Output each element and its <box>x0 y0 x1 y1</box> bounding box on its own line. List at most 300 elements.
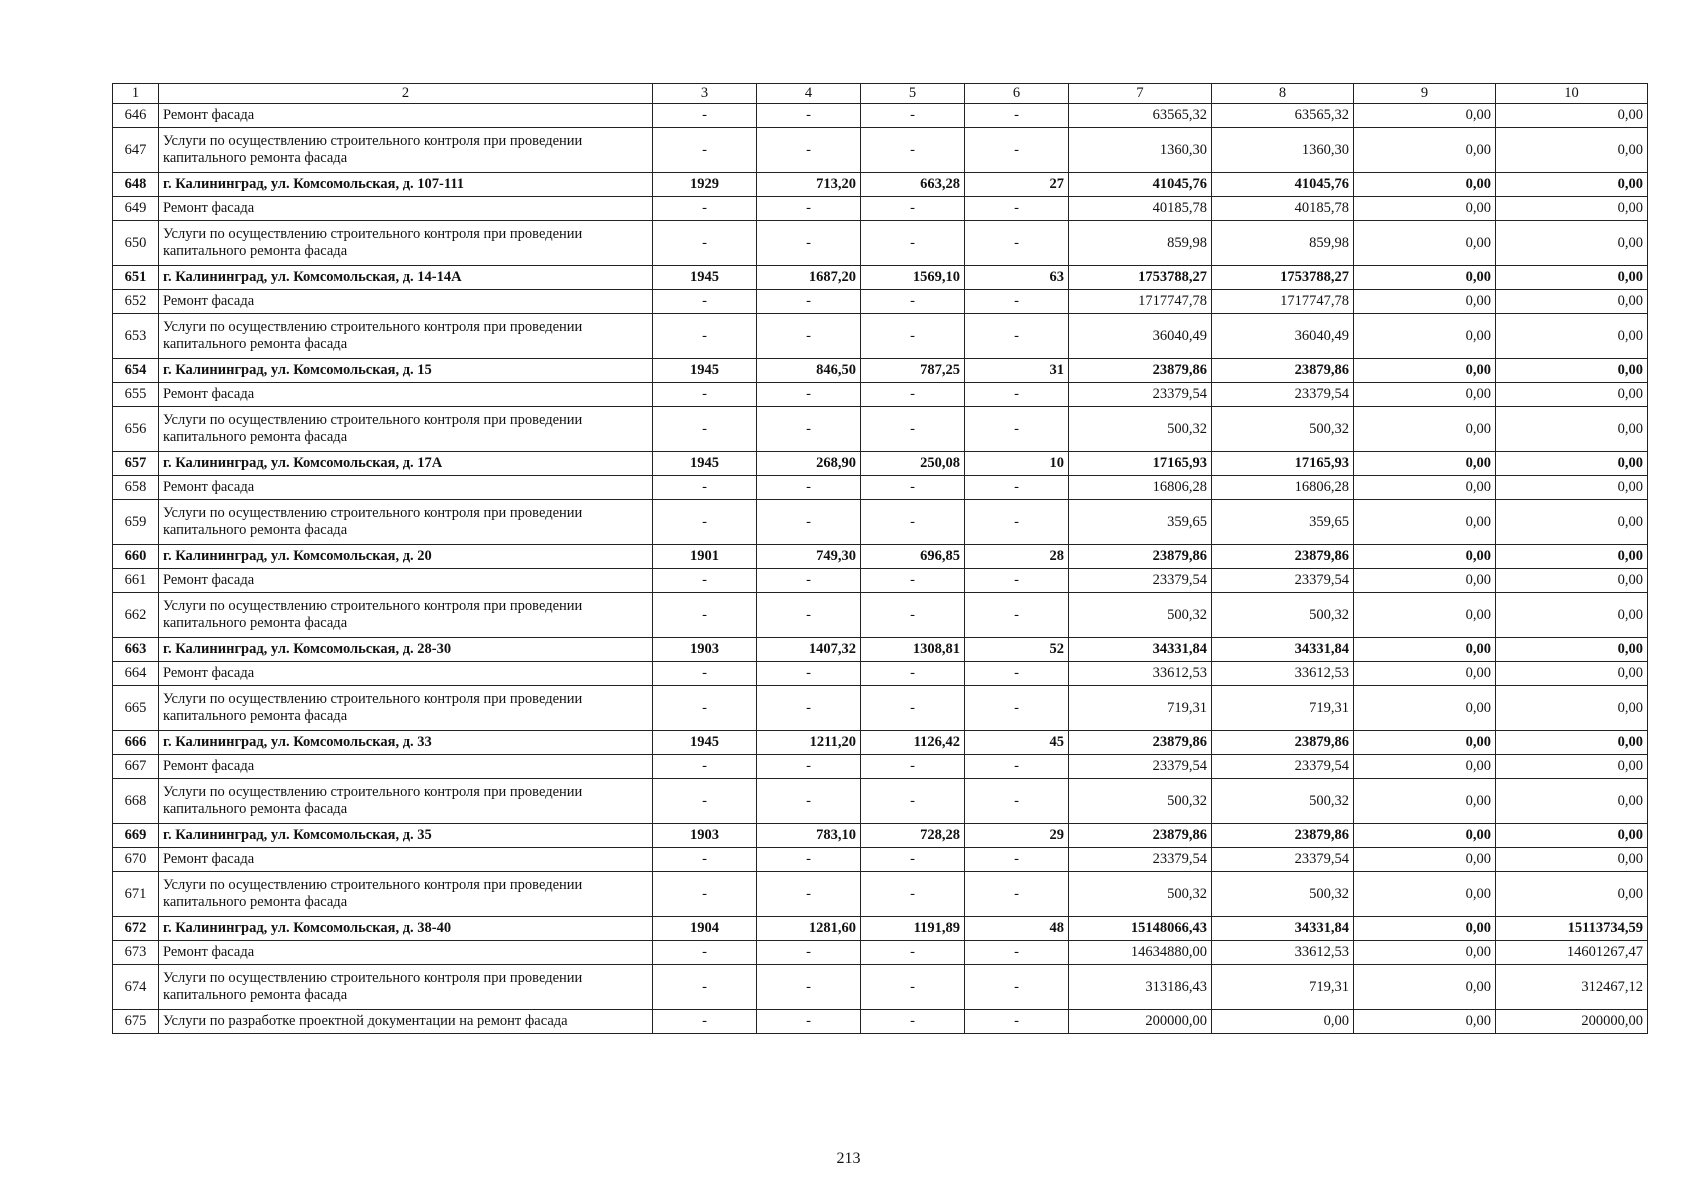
total-cost-cell: 23379,54 <box>1069 383 1212 407</box>
address-row <box>113 359 1648 383</box>
cost-col-10-cell: 0,00 <box>1496 824 1648 848</box>
total-area-cell: - <box>757 407 861 452</box>
living-area-cell: 1569,10 <box>861 266 965 290</box>
residents-count-cell: - <box>965 500 1069 545</box>
cost-col-8-cell: 17165,93 <box>1212 452 1354 476</box>
cost-col-9-cell: 0,00 <box>1354 383 1496 407</box>
total-cost-cell: 200000,00 <box>1069 1010 1212 1034</box>
total-cost-cell: 23879,86 <box>1069 359 1212 383</box>
cost-col-8-cell: 36040,49 <box>1212 314 1354 359</box>
item-description-cell: Услуги по осуществлению строительного контроля при проведении капитального ремонта фасада <box>159 779 653 824</box>
column-number: 10 <box>1496 84 1648 104</box>
cost-col-9-cell: 0,00 <box>1354 1010 1496 1034</box>
living-area-cell: - <box>861 383 965 407</box>
residents-count-cell: 27 <box>965 173 1069 197</box>
cost-col-8-cell: 1717747,78 <box>1212 290 1354 314</box>
residents-count-cell: - <box>965 290 1069 314</box>
residents-count-cell: - <box>965 383 1069 407</box>
total-cost-cell: 36040,49 <box>1069 314 1212 359</box>
row-index-cell: 654 <box>113 359 159 383</box>
cost-col-10-cell: 0,00 <box>1496 872 1648 917</box>
item-description-cell: Услуги по осуществлению строительного контроля при проведении капитального ремонта фасада <box>159 128 653 173</box>
total-area-cell: 749,30 <box>757 545 861 569</box>
residents-count-cell: - <box>965 314 1069 359</box>
cost-col-10-cell: 0,00 <box>1496 314 1648 359</box>
row-index-cell: 656 <box>113 407 159 452</box>
year-built-cell: 1945 <box>653 359 757 383</box>
item-description-cell: Услуги по осуществлению строительного контроля при проведении капитального ремонта фасада <box>159 872 653 917</box>
cost-col-8-cell: 719,31 <box>1212 686 1354 731</box>
cost-col-9-cell: 0,00 <box>1354 941 1496 965</box>
column-number: 7 <box>1069 84 1212 104</box>
cost-col-10-cell: 0,00 <box>1496 290 1648 314</box>
cost-col-10-cell: 0,00 <box>1496 173 1648 197</box>
item-description-cell: Услуги по осуществлению строительного контроля при проведении капитального ремонта фасада <box>159 221 653 266</box>
row-index-cell: 659 <box>113 500 159 545</box>
cost-col-10-cell: 200000,00 <box>1496 1010 1648 1034</box>
year-built-cell: - <box>653 755 757 779</box>
row-index-cell: 649 <box>113 197 159 221</box>
year-built-cell: 1929 <box>653 173 757 197</box>
address-row <box>113 452 1648 476</box>
residents-count-cell: - <box>965 755 1069 779</box>
total-cost-cell: 23379,54 <box>1069 569 1212 593</box>
cost-col-10-cell: 0,00 <box>1496 755 1648 779</box>
total-area-cell: - <box>757 779 861 824</box>
item-description-cell: Ремонт фасада <box>159 755 653 779</box>
residents-count-cell: 52 <box>965 638 1069 662</box>
cost-col-9-cell: 0,00 <box>1354 290 1496 314</box>
cost-col-8-cell: 359,65 <box>1212 500 1354 545</box>
table-row <box>113 407 1648 452</box>
living-area-cell: - <box>861 104 965 128</box>
living-area-cell: - <box>861 500 965 545</box>
row-index-cell: 663 <box>113 638 159 662</box>
row-index-cell: 667 <box>113 755 159 779</box>
cost-col-9-cell: 0,00 <box>1354 779 1496 824</box>
year-built-cell: 1901 <box>653 545 757 569</box>
row-index-cell: 660 <box>113 545 159 569</box>
item-description-cell: Ремонт фасада <box>159 848 653 872</box>
cost-col-9-cell: 0,00 <box>1354 266 1496 290</box>
cost-col-9-cell: 0,00 <box>1354 965 1496 1010</box>
living-area-cell: - <box>861 848 965 872</box>
year-built-cell: - <box>653 941 757 965</box>
address-row <box>113 173 1648 197</box>
living-area-cell: 696,85 <box>861 545 965 569</box>
total-area-cell: - <box>757 941 861 965</box>
row-index-cell: 651 <box>113 266 159 290</box>
cost-col-9-cell: 0,00 <box>1354 872 1496 917</box>
table-row <box>113 569 1648 593</box>
item-description-cell: г. Калининград, ул. Комсомольская, д. 15 <box>159 359 653 383</box>
row-index-cell: 652 <box>113 290 159 314</box>
item-description-cell: Услуги по осуществлению строительного контроля при проведении капитального ремонта фасада <box>159 686 653 731</box>
item-description-cell: Услуги по осуществлению строительного контроля при проведении капитального ремонта фасада <box>159 500 653 545</box>
total-cost-cell: 23879,86 <box>1069 824 1212 848</box>
total-cost-cell: 1360,30 <box>1069 128 1212 173</box>
cost-col-10-cell: 0,00 <box>1496 662 1648 686</box>
cost-col-9-cell: 0,00 <box>1354 359 1496 383</box>
column-number: 8 <box>1212 84 1354 104</box>
residents-count-cell: 63 <box>965 266 1069 290</box>
cost-col-8-cell: 500,32 <box>1212 407 1354 452</box>
table-row <box>113 1010 1648 1034</box>
row-index-cell: 653 <box>113 314 159 359</box>
cost-col-8-cell: 23379,54 <box>1212 383 1354 407</box>
year-built-cell: - <box>653 383 757 407</box>
year-built-cell: - <box>653 1010 757 1034</box>
cost-col-9-cell: 0,00 <box>1354 662 1496 686</box>
residents-count-cell: - <box>965 1010 1069 1034</box>
cost-col-9-cell: 0,00 <box>1354 314 1496 359</box>
total-cost-cell: 23879,86 <box>1069 731 1212 755</box>
total-cost-cell: 34331,84 <box>1069 638 1212 662</box>
living-area-cell: - <box>861 197 965 221</box>
residents-count-cell: - <box>965 965 1069 1010</box>
total-area-cell: - <box>757 221 861 266</box>
living-area-cell: - <box>861 407 965 452</box>
row-index-cell: 650 <box>113 221 159 266</box>
living-area-cell: 1308,81 <box>861 638 965 662</box>
cost-col-9-cell: 0,00 <box>1354 593 1496 638</box>
item-description-cell: Услуги по осуществлению строительного контроля при проведении капитального ремонта фасада <box>159 593 653 638</box>
living-area-cell: - <box>861 965 965 1010</box>
cost-col-9-cell: 0,00 <box>1354 452 1496 476</box>
total-cost-cell: 23379,54 <box>1069 755 1212 779</box>
living-area-cell: - <box>861 872 965 917</box>
cost-col-8-cell: 23879,86 <box>1212 359 1354 383</box>
total-area-cell: - <box>757 128 861 173</box>
cost-col-8-cell: 34331,84 <box>1212 917 1354 941</box>
year-built-cell: - <box>653 686 757 731</box>
total-area-cell: 846,50 <box>757 359 861 383</box>
year-built-cell: - <box>653 290 757 314</box>
row-index-cell: 665 <box>113 686 159 731</box>
total-cost-cell: 859,98 <box>1069 221 1212 266</box>
total-area-cell: - <box>757 383 861 407</box>
table-row <box>113 755 1648 779</box>
cost-col-9-cell: 0,00 <box>1354 638 1496 662</box>
year-built-cell: - <box>653 848 757 872</box>
cost-col-9-cell: 0,00 <box>1354 755 1496 779</box>
table-row <box>113 476 1648 500</box>
year-built-cell: - <box>653 779 757 824</box>
item-description-cell: Услуги по осуществлению строительного контроля при проведении капитального ремонта фасада <box>159 407 653 452</box>
cost-col-10-cell: 312467,12 <box>1496 965 1648 1010</box>
residents-count-cell: 45 <box>965 731 1069 755</box>
residents-count-cell: - <box>965 476 1069 500</box>
residents-count-cell: - <box>965 221 1069 266</box>
table-row <box>113 941 1648 965</box>
cost-col-9-cell: 0,00 <box>1354 686 1496 731</box>
residents-count-cell: 28 <box>965 545 1069 569</box>
total-cost-cell: 500,32 <box>1069 407 1212 452</box>
total-area-cell: - <box>757 104 861 128</box>
row-index-cell: 658 <box>113 476 159 500</box>
cost-col-10-cell: 15113734,59 <box>1496 917 1648 941</box>
year-built-cell: 1903 <box>653 824 757 848</box>
table-row <box>113 872 1648 917</box>
total-area-cell: - <box>757 755 861 779</box>
year-built-cell: - <box>653 407 757 452</box>
row-index-cell: 674 <box>113 965 159 1010</box>
living-area-cell: 728,28 <box>861 824 965 848</box>
residents-count-cell: - <box>965 128 1069 173</box>
living-area-cell: - <box>861 686 965 731</box>
item-description-cell: Ремонт фасада <box>159 476 653 500</box>
total-area-cell: - <box>757 686 861 731</box>
cost-col-8-cell: 500,32 <box>1212 779 1354 824</box>
total-cost-cell: 359,65 <box>1069 500 1212 545</box>
total-area-cell: - <box>757 1010 861 1034</box>
row-index-cell: 647 <box>113 128 159 173</box>
cost-col-8-cell: 1360,30 <box>1212 128 1354 173</box>
table-row <box>113 848 1648 872</box>
row-index-cell: 671 <box>113 872 159 917</box>
total-cost-cell: 1753788,27 <box>1069 266 1212 290</box>
cost-col-8-cell: 16806,28 <box>1212 476 1354 500</box>
cost-col-9-cell: 0,00 <box>1354 104 1496 128</box>
living-area-cell: 250,08 <box>861 452 965 476</box>
residents-count-cell: - <box>965 662 1069 686</box>
cost-col-9-cell: 0,00 <box>1354 221 1496 266</box>
table-row <box>113 128 1648 173</box>
living-area-cell: - <box>861 593 965 638</box>
residents-count-cell: 29 <box>965 824 1069 848</box>
year-built-cell: - <box>653 872 757 917</box>
cost-col-10-cell: 0,00 <box>1496 104 1648 128</box>
cost-col-10-cell: 0,00 <box>1496 128 1648 173</box>
item-description-cell: Ремонт фасада <box>159 290 653 314</box>
total-cost-cell: 23379,54 <box>1069 848 1212 872</box>
total-area-cell: 268,90 <box>757 452 861 476</box>
year-built-cell: - <box>653 104 757 128</box>
cost-col-9-cell: 0,00 <box>1354 731 1496 755</box>
living-area-cell: - <box>861 290 965 314</box>
cost-col-8-cell: 23379,54 <box>1212 755 1354 779</box>
item-description-cell: г. Калининград, ул. Комсомольская, д. 107-111 <box>159 173 653 197</box>
cost-col-9-cell: 0,00 <box>1354 500 1496 545</box>
cost-col-8-cell: 34331,84 <box>1212 638 1354 662</box>
cost-col-9-cell: 0,00 <box>1354 197 1496 221</box>
total-area-cell: - <box>757 872 861 917</box>
address-row <box>113 824 1648 848</box>
year-built-cell: - <box>653 569 757 593</box>
address-row <box>113 545 1648 569</box>
table-row <box>113 779 1648 824</box>
item-description-cell: Услуги по разработке проектной документации на ремонт фасада <box>159 1010 653 1034</box>
item-description-cell: Ремонт фасада <box>159 662 653 686</box>
cost-col-8-cell: 23879,86 <box>1212 731 1354 755</box>
cost-col-9-cell: 0,00 <box>1354 173 1496 197</box>
total-cost-cell: 17165,93 <box>1069 452 1212 476</box>
cost-col-8-cell: 23379,54 <box>1212 848 1354 872</box>
total-area-cell: - <box>757 593 861 638</box>
living-area-cell: 1191,89 <box>861 917 965 941</box>
total-area-cell: 713,20 <box>757 173 861 197</box>
cost-col-10-cell: 0,00 <box>1496 476 1648 500</box>
cost-col-10-cell: 0,00 <box>1496 359 1648 383</box>
residents-count-cell: - <box>965 197 1069 221</box>
cost-col-8-cell: 23879,86 <box>1212 824 1354 848</box>
cost-col-9-cell: 0,00 <box>1354 545 1496 569</box>
cost-col-10-cell: 0,00 <box>1496 848 1648 872</box>
living-area-cell: - <box>861 569 965 593</box>
item-description-cell: Услуги по осуществлению строительного контроля при проведении капитального ремонта фасада <box>159 314 653 359</box>
table-body <box>113 104 1648 1034</box>
address-row <box>113 638 1648 662</box>
residents-count-cell: - <box>965 872 1069 917</box>
living-area-cell: - <box>861 1010 965 1034</box>
total-area-cell: 1407,32 <box>757 638 861 662</box>
table-row <box>113 221 1648 266</box>
table-row <box>113 314 1648 359</box>
table-row <box>113 197 1648 221</box>
residents-count-cell: 48 <box>965 917 1069 941</box>
year-built-cell: 1945 <box>653 731 757 755</box>
row-index-cell: 672 <box>113 917 159 941</box>
cost-col-10-cell: 0,00 <box>1496 500 1648 545</box>
cost-col-8-cell: 41045,76 <box>1212 173 1354 197</box>
item-description-cell: Ремонт фасада <box>159 383 653 407</box>
total-cost-cell: 719,31 <box>1069 686 1212 731</box>
total-area-cell: - <box>757 662 861 686</box>
cost-col-8-cell: 40185,78 <box>1212 197 1354 221</box>
cost-col-8-cell: 500,32 <box>1212 593 1354 638</box>
living-area-cell: 787,25 <box>861 359 965 383</box>
total-cost-cell: 33612,53 <box>1069 662 1212 686</box>
cost-col-10-cell: 0,00 <box>1496 686 1648 731</box>
address-row <box>113 731 1648 755</box>
cost-col-8-cell: 1753788,27 <box>1212 266 1354 290</box>
year-built-cell: - <box>653 476 757 500</box>
cost-col-8-cell: 719,31 <box>1212 965 1354 1010</box>
year-built-cell: 1945 <box>653 452 757 476</box>
row-index-cell: 666 <box>113 731 159 755</box>
cost-col-10-cell: 0,00 <box>1496 545 1648 569</box>
total-cost-cell: 14634880,00 <box>1069 941 1212 965</box>
cost-col-9-cell: 0,00 <box>1354 407 1496 452</box>
cost-col-10-cell: 0,00 <box>1496 593 1648 638</box>
cost-col-10-cell: 0,00 <box>1496 638 1648 662</box>
column-number: 1 <box>113 84 159 104</box>
row-index-cell: 675 <box>113 1010 159 1034</box>
table-row <box>113 965 1648 1010</box>
cost-col-9-cell: 0,00 <box>1354 476 1496 500</box>
living-area-cell: - <box>861 314 965 359</box>
year-built-cell: - <box>653 662 757 686</box>
column-number: 3 <box>653 84 757 104</box>
cost-col-8-cell: 63565,32 <box>1212 104 1354 128</box>
item-description-cell: Ремонт фасада <box>159 197 653 221</box>
cost-col-10-cell: 0,00 <box>1496 452 1648 476</box>
total-area-cell: - <box>757 476 861 500</box>
cost-col-10-cell: 0,00 <box>1496 731 1648 755</box>
total-cost-cell: 16806,28 <box>1069 476 1212 500</box>
total-area-cell: - <box>757 197 861 221</box>
total-cost-cell: 63565,32 <box>1069 104 1212 128</box>
total-cost-cell: 23879,86 <box>1069 545 1212 569</box>
living-area-cell: - <box>861 476 965 500</box>
cost-col-10-cell: 0,00 <box>1496 383 1648 407</box>
item-description-cell: Ремонт фасада <box>159 941 653 965</box>
total-cost-cell: 40185,78 <box>1069 197 1212 221</box>
item-description-cell: Ремонт фасада <box>159 569 653 593</box>
item-description-cell: Ремонт фасада <box>159 104 653 128</box>
total-area-cell: 1211,20 <box>757 731 861 755</box>
living-area-cell: - <box>861 755 965 779</box>
table-row <box>113 500 1648 545</box>
total-area-cell: - <box>757 290 861 314</box>
living-area-cell: 663,28 <box>861 173 965 197</box>
item-description-cell: г. Калининград, ул. Комсомольская, д. 14-14А <box>159 266 653 290</box>
living-area-cell: - <box>861 662 965 686</box>
cost-col-8-cell: 500,32 <box>1212 872 1354 917</box>
cost-col-9-cell: 0,00 <box>1354 569 1496 593</box>
table-row <box>113 104 1648 128</box>
residents-count-cell: - <box>965 779 1069 824</box>
cost-col-9-cell: 0,00 <box>1354 917 1496 941</box>
residents-count-cell: - <box>965 104 1069 128</box>
year-built-cell: 1904 <box>653 917 757 941</box>
year-built-cell: - <box>653 965 757 1010</box>
column-number: 9 <box>1354 84 1496 104</box>
row-index-cell: 646 <box>113 104 159 128</box>
living-area-cell: - <box>861 221 965 266</box>
cost-col-8-cell: 33612,53 <box>1212 941 1354 965</box>
residents-count-cell: - <box>965 686 1069 731</box>
item-description-cell: г. Калининград, ул. Комсомольская, д. 28-30 <box>159 638 653 662</box>
row-index-cell: 661 <box>113 569 159 593</box>
residents-count-cell: 31 <box>965 359 1069 383</box>
row-index-cell: 669 <box>113 824 159 848</box>
table-row <box>113 686 1648 731</box>
residents-count-cell: - <box>965 941 1069 965</box>
cost-col-8-cell: 33612,53 <box>1212 662 1354 686</box>
total-area-cell: - <box>757 965 861 1010</box>
row-index-cell: 657 <box>113 452 159 476</box>
total-cost-cell: 15148066,43 <box>1069 917 1212 941</box>
row-index-cell: 670 <box>113 848 159 872</box>
table-row <box>113 593 1648 638</box>
row-index-cell: 655 <box>113 383 159 407</box>
living-area-cell: - <box>861 941 965 965</box>
item-description-cell: г. Калининград, ул. Комсомольская, д. 20 <box>159 545 653 569</box>
cost-col-9-cell: 0,00 <box>1354 128 1496 173</box>
residents-count-cell: 10 <box>965 452 1069 476</box>
row-index-cell: 662 <box>113 593 159 638</box>
cost-col-10-cell: 14601267,47 <box>1496 941 1648 965</box>
column-number: 5 <box>861 84 965 104</box>
item-description-cell: г. Калининград, ул. Комсомольская, д. 35 <box>159 824 653 848</box>
total-area-cell: - <box>757 500 861 545</box>
living-area-cell: 1126,42 <box>861 731 965 755</box>
total-area-cell: 1281,60 <box>757 917 861 941</box>
year-built-cell: - <box>653 221 757 266</box>
residents-count-cell: - <box>965 848 1069 872</box>
cost-col-10-cell: 0,00 <box>1496 569 1648 593</box>
cost-col-8-cell: 0,00 <box>1212 1010 1354 1034</box>
cost-col-9-cell: 0,00 <box>1354 848 1496 872</box>
cost-col-8-cell: 23379,54 <box>1212 569 1354 593</box>
total-cost-cell: 500,32 <box>1069 779 1212 824</box>
year-built-cell: - <box>653 593 757 638</box>
column-number-row <box>113 84 1648 104</box>
address-row <box>113 266 1648 290</box>
cost-col-10-cell: 0,00 <box>1496 197 1648 221</box>
cost-col-10-cell: 0,00 <box>1496 779 1648 824</box>
